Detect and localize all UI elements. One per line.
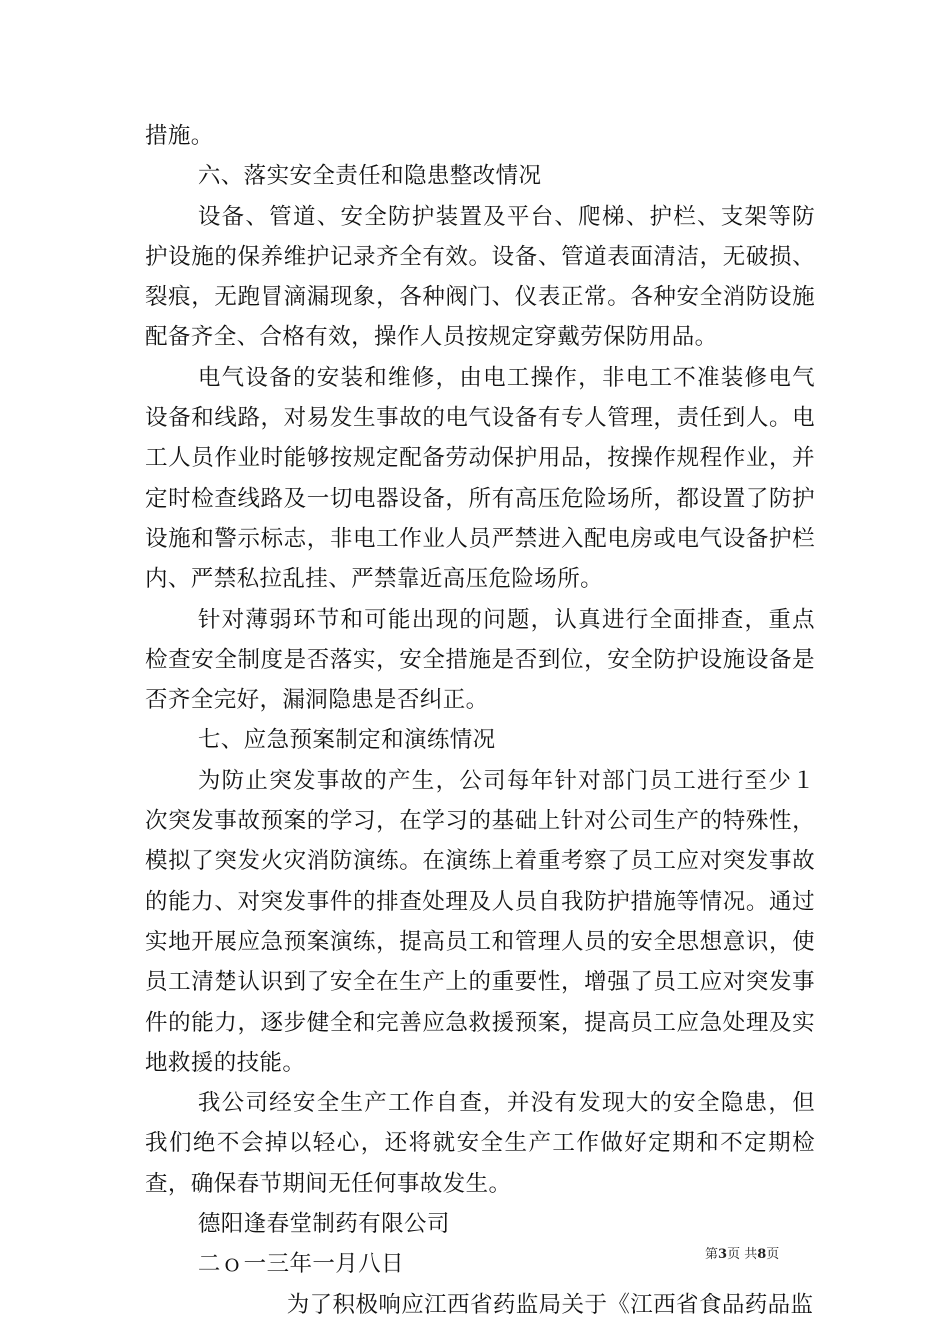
paragraph-hazard-inspection: 针对薄弱环节和可能出现的问题，认真进行全面排查，重点检查安全制度是否落实，安全措施是否到位，安全防护设施设备是否齐全完好，漏洞隐患是否纠正。 [145, 606, 815, 714]
page-number-footer [705, 1243, 779, 1262]
paragraph-conclusion: 我公司经安全生产工作自查，并没有发现大的安全隐患，但我们绝不会掉以轻心，还将就安全生产工作做好定期和不定期检查，确保春节期间无任何事故发生。 [145, 1090, 815, 1197]
paragraph-equipment-maintenance: 设备、管道、安全防护装置及平台、爬梯、护栏、支架等防护设施的保养维护记录齐全有效。设备、管道表面清洁，无破损、裂痕，无跑冒滴漏现象，各种阀门、仪表正常。各种安全消防设施配备齐全、合格有效，操作人员按规定穿戴劳保防用品。 [145, 203, 815, 351]
signature-company: 德阳逢春堂制药有限公司 [197, 1211, 450, 1238]
section-heading-seven: 七、应急预案制定和演练情况 [197, 727, 496, 754]
paragraph-continuation: 措施。 [145, 123, 214, 149]
footer-total-pages: 8 [757, 1247, 767, 1262]
footer-current-page: 3 [718, 1247, 728, 1262]
footer-middle: 页 共 [727, 1247, 758, 1262]
paragraph-emergency-drill: 为防止突发事故的产生，公司每年针对部门员工进行至少１次突发事故预案的学习，在学习的基础上针对公司生产的特殊性，模拟了突发火灾消防演练。在演练上着重考察了员工应对突发事故的能力、对突发事件的排查处理及人员自我防护措施等情况。通过实地开展应急预案演练，提高员工和管理人员的安全思想意识，使员工清楚认识到了安全在生产上的重要性，增强了员工应对突发事件的能力，逐步健全和完善应急救援预案，提高员工应急处理及实地救援的技能。 [145, 767, 815, 1076]
footer-prefix: 第 [705, 1247, 719, 1262]
paragraph-trailing: 为了积极响应江西省药监局关于《江西省食品药品监 [286, 1291, 814, 1318]
footer-suffix: 页 [766, 1247, 780, 1262]
document-body [145, 116, 815, 1325]
section-heading-six: 六、落实安全责任和隐患整改情况 [197, 163, 542, 190]
paragraph-electrical-safety: 电气设备的安装和维修，由电工操作，非电工不准装修电气设备和线路，对易发生事故的电气设备有专人管理，责任到人。电工人员作业时能够按规定配备劳动保护用品，按操作规程作业，并定时检查线路及一切电器设备，所有高压危险场所，都设置了防护设施和警示标志，非电工作业人员严禁进入配电房或电气设备护栏内、严禁私拉乱挂、严禁靠近高压危险场所。 [145, 364, 815, 593]
signature-date: 二ｏ一三年一月八日 [197, 1251, 404, 1278]
